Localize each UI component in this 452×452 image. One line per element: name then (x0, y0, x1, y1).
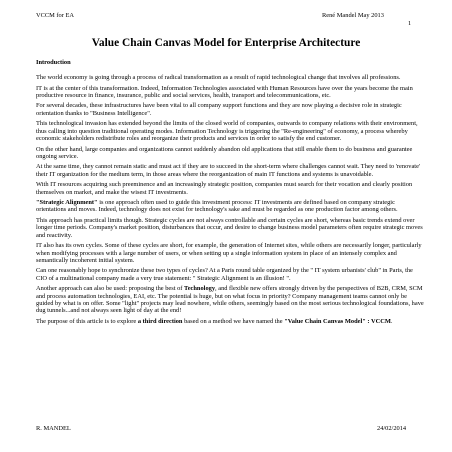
page-number: 1 (408, 20, 412, 27)
paragraph-8 (36, 199, 424, 214)
paragraph-4: This technological invasion has extended beyond the limits of the closed world of companies, outwards to company relations with their environment, thus calling into question traditional operating modes. Information Technology is triggering the "Re-engineering" of economy, a process whereby economic stakeholders redistribute roles and reorganize their products and services in order to satisfy the end customer. (36, 120, 418, 142)
paragraph-2: IT is at the center of this transformation. Indeed, Information Technologies associated with Human Resources have over the years become the main productive resource in finance, insurance, public and social services, health, transport and telecommunications, etc. (36, 84, 413, 99)
paragraph-13-text-a: The purpose of this article is to explore (36, 317, 138, 325)
paragraph-12-text-a: Another approach can also be used: proposing the best of (36, 285, 185, 293)
paragraph-13-text-c: . (390, 317, 393, 325)
paragraph-11: Can one reasonably hope to synchronize these two types of cycles? At a Paris round table organized by the " IT system urbanists' club" in Paris, the CIO of a multinational company made a very true statement: " Strategic Alignment is an illusion! ". (36, 267, 413, 282)
section-heading: Introduction (36, 59, 71, 66)
paragraph-10: IT also has its own cycles. Some of these cycles are short, for example, the generation of Internet sites, while others are necessarily longer, particularly when modifying processes with a large number of users, or when setting up a single information system in place of an intensely complex and semantically incoherent initial system. (36, 242, 422, 264)
vccm-term: "Value Chain Canvas Model" : VCCM (284, 317, 391, 325)
paragraph-9: This approach has practical limits though. Strategic cycles are not always controllable and certain cycles are short, whereas basic trends extend over longer time periods. Company's market position, disturbances that occur, and desire to change business model parameters often require strategic moves and reactivity. (36, 217, 423, 239)
paragraph-5: On the other hand, large companies and organizations cannot suddenly abandon old applications that still enable them to do business and guarantee ongoing service. (36, 145, 413, 160)
footer-date: 24/02/2014 (377, 425, 407, 432)
technology-term: Technology (184, 285, 216, 293)
footer-author: R. MANDEL (36, 425, 71, 432)
header-right: René Mandel May 2013 (322, 12, 384, 19)
paragraph-6: At the same time, they cannot remain static and must act if they are to succeed in the short-term where challenges cannot wait. They need to 'renovate' their IT organization for the medium term, in those areas where the reorganization of main IT functions and systems is unavoidable. (36, 163, 421, 178)
document-title: Value Chain Canvas Model for Enterprise Architecture (91, 37, 361, 49)
paragraph-3: For several decades, these infrastructures have been vital to all company support functions and they are now playing a decisive role in strategic orientation thanks to "Business Intelligence". (36, 102, 402, 117)
body-text (36, 74, 424, 328)
paragraph-12-text-b: , and flexible new offers strongly driven by the perspectives of B2B, CRM, SCM and process automation technologies, EAI, etc. The potential is huge, but on what focus in priority? Company management teams cannot only be guided by what is on offer. Some "light" projects may lead nowhere, while others, seemingly based on the most serious technological foundations, have dug tunnels...and not always seen light of day at the end! (36, 285, 424, 315)
paragraph-13 (36, 318, 424, 325)
paragraph-7: With IT resources acquiring such preeminence and an increasingly strategic position, companies must search for their vocation and clearly position themselves on market, and make the wisest IT investments. (36, 181, 413, 196)
paragraph-13-text-b: based on a method we have named the (182, 317, 285, 325)
strategic-alignment-term: "Strategic Alignment" (36, 199, 98, 207)
paragraph-12 (36, 285, 424, 314)
paragraph-8-text: is one approach often used to guide this investment process: IT investments are defined based on company strategic orientations and moves. Indeed, technology does not exist for technology's sake and must be regarded as one production factor among others. (36, 199, 398, 214)
paragraph-1: The world economy is going through a process of radical transformation as a result of rapid technological change that involves all professions. (36, 74, 401, 81)
third-direction-term: a third direction (137, 317, 183, 325)
header-left: VCCM for EA (36, 12, 74, 19)
